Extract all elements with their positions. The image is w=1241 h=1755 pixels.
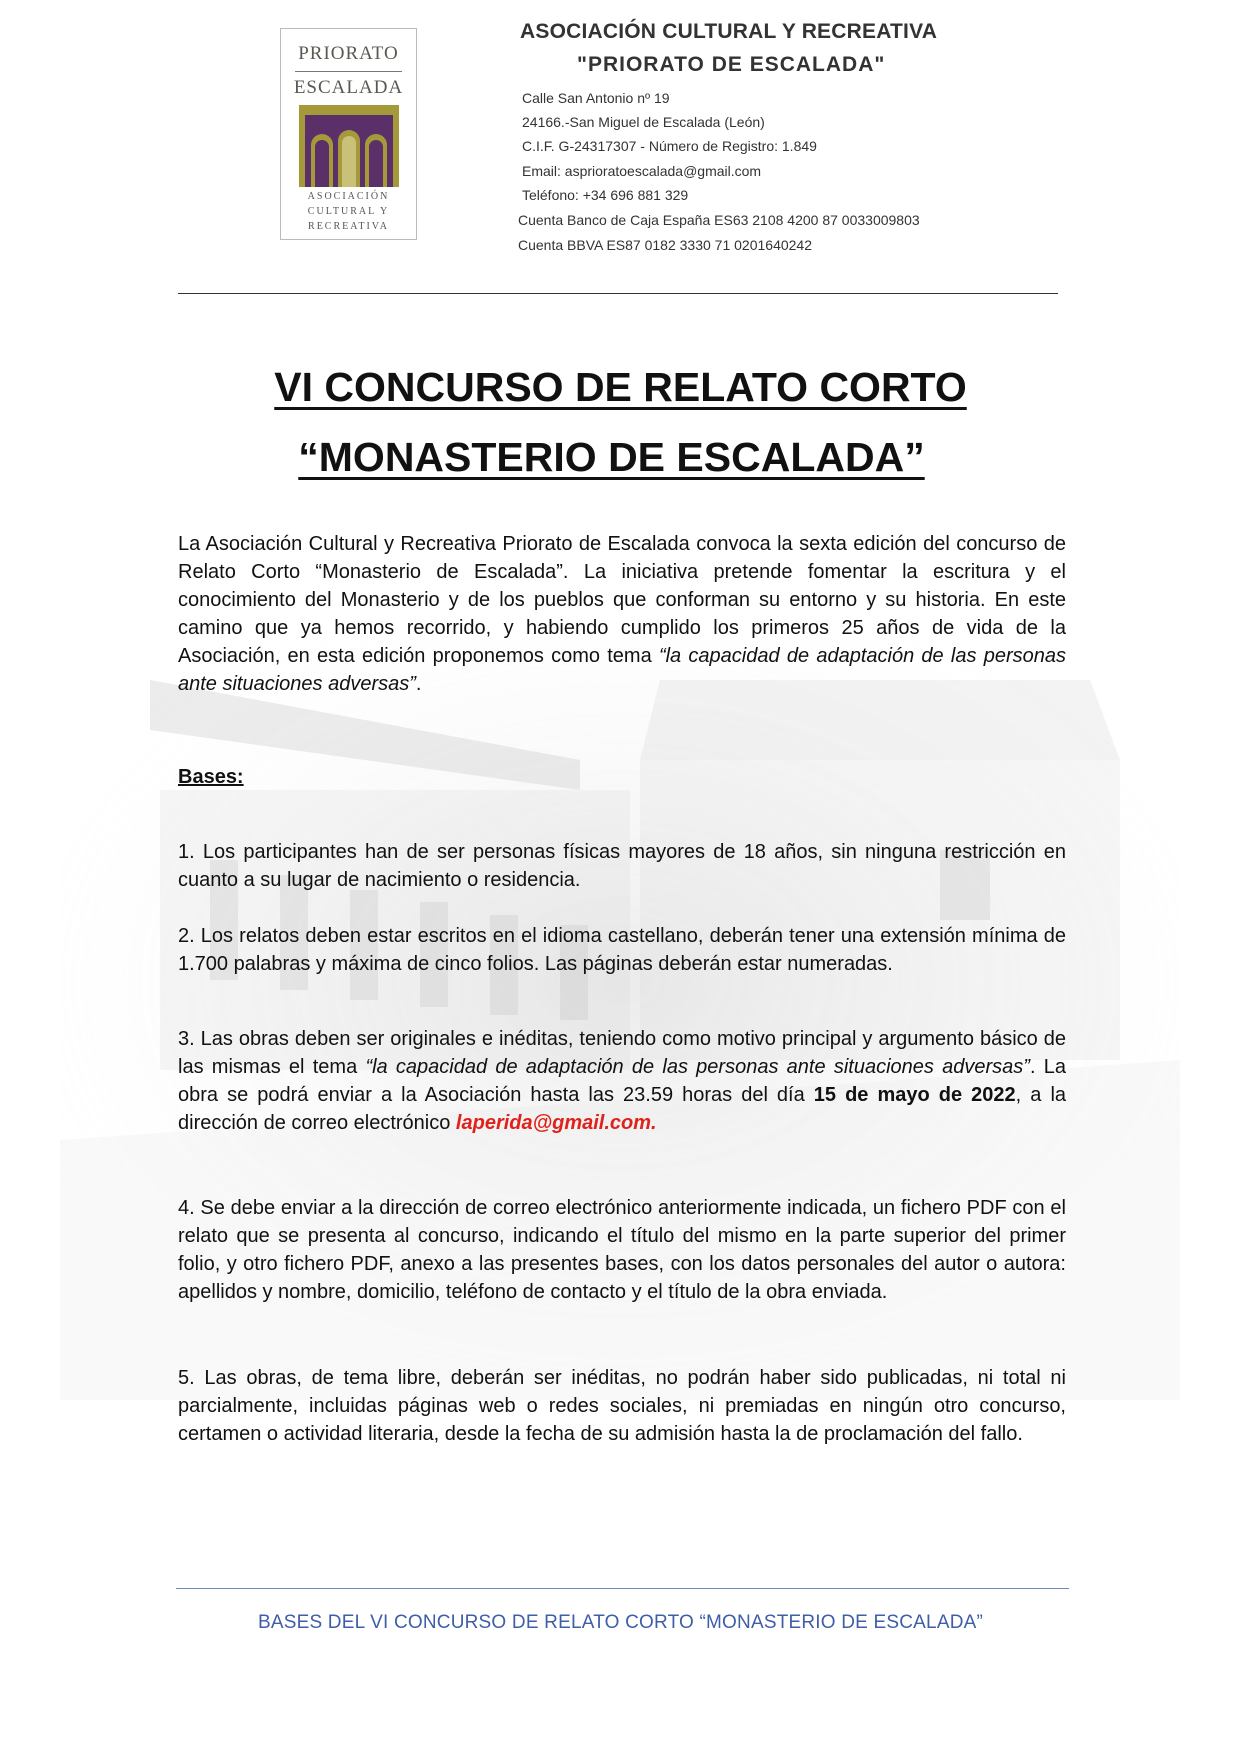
logo-name-top: PRIORATO bbox=[298, 43, 399, 64]
organization-subname: "PRIORATO DE ESCALADA" bbox=[577, 53, 886, 76]
intro-end: . bbox=[415, 673, 422, 695]
bases-heading: Bases: bbox=[178, 766, 244, 788]
rule-5: 5. Las obras, de tema libre, deberán ser inéditas, no podrán haber sido publicadas, ni total ni parcialmente, incluidas páginas web o redes sociales, ni premiadas en ningún otro concurso, certamen o actividad literaria, desde la fecha de su admisión hasta la de proclamación del fallo. bbox=[178, 1367, 1066, 1445]
logo-subtitle-3: RECREATIVA bbox=[308, 221, 389, 232]
footer-divider bbox=[176, 1588, 1069, 1589]
association-logo bbox=[280, 28, 417, 240]
document-title-line-2 bbox=[0, 434, 1232, 481]
footer-text: BASES DEL VI CONCURSO DE RELATO CORTO “MONASTERIO DE ESCALADA” bbox=[257, 1612, 984, 1633]
intro-theme: “la capacidad de adaptación de las personas ante situaciones adversas” bbox=[178, 645, 1066, 695]
title-line-1-text: VI CONCURSO DE RELATO CORTO bbox=[274, 364, 967, 410]
rule-3-text-b: . La obra se podrá enviar a la Asociación hasta las 23.59 horas del día bbox=[178, 1056, 1067, 1106]
contact-cif: C.I.F. G-24317307 - Número de Registro: 1.849 bbox=[522, 138, 817, 154]
contact-phone: Teléfono: +34 696 881 329 bbox=[522, 187, 689, 203]
title-line-2-text: “MONASTERIO DE ESCALADA” bbox=[298, 434, 925, 480]
submission-email-link[interactable]: laperida@gmail.com. bbox=[455, 1112, 657, 1134]
logo-subtitle-1: ASOCIACIÓN bbox=[307, 191, 390, 202]
rule-3-theme: “la capacidad de adaptación de las personas ante situaciones adversas” bbox=[365, 1056, 1030, 1078]
intro-text: La Asociación Cultural y Recreativa Priorato de Escalada convoca la sexta edición del concurso de Relato Corto “Monasterio de Escalada”. La iniciativa pretende fomentar la escritura y el conocimiento del Monasterio y de los pueblos que conforman su entorno y su historia. En este camino que ya hemos recorrido, y habiendo cumplido los primeros 25 años de vida de la Asociación, en esta edición proponemos como tema bbox=[178, 533, 1066, 667]
rule-3-deadline: 15 de mayo de 2022 bbox=[813, 1084, 1016, 1106]
rule-1: 1. Los participantes han de ser personas físicas mayores de 18 años, sin ninguna restricción en cuanto a su lugar de nacimiento o residencia. bbox=[178, 841, 1066, 891]
contact-email: Email: asprioratoescalada@gmail.com bbox=[522, 163, 762, 179]
organization-name: ASOCIACIÓN CULTURAL Y RECREATIVA bbox=[520, 20, 938, 43]
logo-subtitle-2: CULTURAL Y bbox=[307, 206, 390, 217]
logo-name-bottom: ESCALADA bbox=[293, 77, 404, 98]
document-title-line-1 bbox=[0, 364, 1241, 411]
rule-3-text-c: , a la dirección de correo electrónico bbox=[178, 1084, 1067, 1134]
rule-4: 4. Se debe enviar a la dirección de correo electrónico anteriormente indicada, un fichero PDF con el relato que se presenta al concurso, indicando el título del mismo en la parte superior del primer folio, y otro fichero PDF, anexo a las presentes bases, con los datos personales del autor o autora: apellidos y nombre, domicilio, teléfono de contacto y el título de la obra enviada. bbox=[178, 1197, 1066, 1303]
rule-2: 2. Los relatos deben estar escritos en el idioma castellano, deberán tener una extensión mínima de 1.700 palabras y máxima de cinco folios. Las páginas deberán estar numeradas. bbox=[178, 925, 1066, 975]
contact-address: Calle San Antonio nº 19 bbox=[522, 90, 670, 106]
header-divider bbox=[178, 293, 1058, 294]
rule-3 bbox=[178, 1025, 1066, 1137]
rule-3-text-a: 3. Las obras deben ser originales e inéditas, teniendo como motivo principal y argumento básico de las mismas el tema bbox=[178, 1028, 1066, 1078]
intro-paragraph bbox=[178, 530, 1066, 698]
contact-bank-account-1: Cuenta Banco de Caja España ES63 2108 4200 87 0033009803 bbox=[518, 212, 920, 228]
contact-town: 24166.-San Miguel de Escalada (León) bbox=[522, 114, 765, 130]
contact-bank-account-2: Cuenta BBVA ES87 0182 3330 71 0201640242 bbox=[518, 237, 812, 253]
logo-divider bbox=[295, 66, 402, 76]
logo-arches-emblem bbox=[299, 105, 399, 187]
